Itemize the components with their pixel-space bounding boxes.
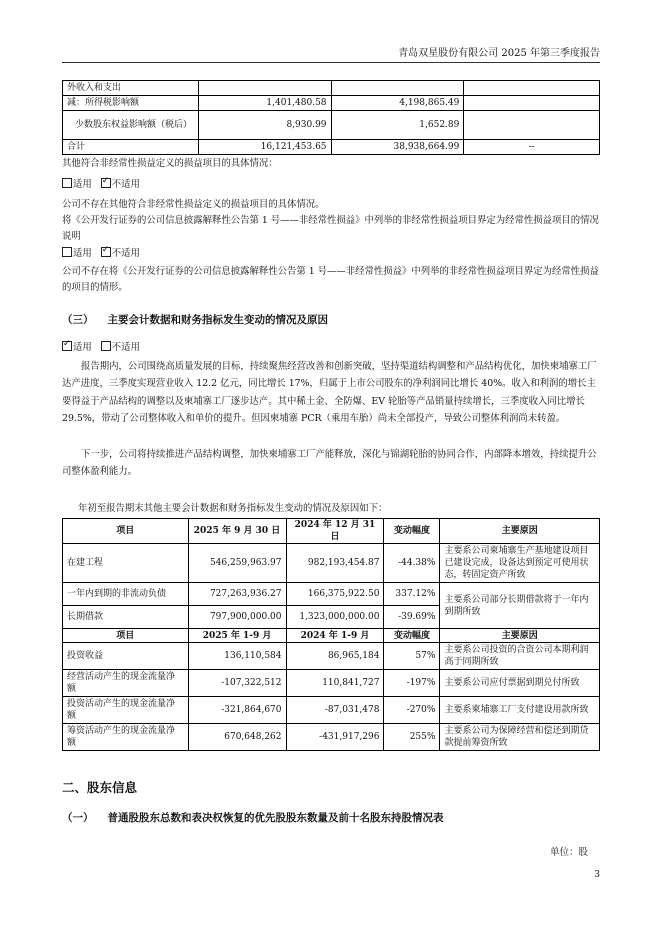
cell-value: -321,864,670	[188, 697, 286, 724]
table-row	[63, 724, 600, 751]
checkbox-label: 不适用	[111, 342, 140, 353]
cell-value: 797,900,000.00	[188, 606, 286, 629]
column-header: 2025 年 1-9 月	[188, 629, 286, 643]
section-title: 二、股东信息	[62, 780, 138, 795]
cell-value: 110,841,727	[286, 670, 384, 697]
reason-cell: 主要系公司应付票据到期兑付所致	[440, 670, 600, 697]
cell-value: 1,652.89	[331, 111, 464, 140]
table-row	[63, 111, 600, 140]
financial-changes-table	[62, 518, 600, 751]
applicability-checkboxes	[62, 246, 602, 262]
cell-value: 86,965,184	[286, 643, 384, 670]
cell-value: -87,031,478	[286, 697, 384, 724]
row-label: 投资活动产生的现金流量净额	[63, 697, 189, 724]
row-label: 合计	[63, 140, 199, 155]
checked-checkbox-icon	[101, 247, 111, 257]
paragraph: 将《公开发行证券的公司信息披露解释性公告第 1 号——非经常性损益》中列举的非经常性损益项目界定为经常性损益项目的情况说明	[62, 215, 599, 242]
page-header: 青岛双星股份有限公司 2025 年第三季度报告	[398, 48, 600, 59]
section-number: （三）	[62, 314, 94, 326]
table-header-row	[63, 629, 600, 643]
column-header: 项目	[63, 519, 189, 544]
table-row	[63, 583, 600, 606]
cell-value: -197%	[384, 670, 440, 697]
column-header: 主要原因	[440, 629, 600, 643]
table-row	[63, 96, 600, 111]
cell-value: 982,193,454.87	[286, 544, 384, 583]
cell-value: 4,198,865.49	[331, 96, 464, 111]
cell-value: 166,375,922.50	[286, 583, 384, 606]
section-title: 普通股股东总数和表决权恢复的优先股股东数量及前十名股东持股情况表	[107, 812, 444, 824]
cell-value: 670,648,262	[188, 724, 286, 751]
row-label: 长期借款	[63, 606, 189, 629]
section-title: 主要会计数据和财务指标发生变动的情况及原因	[107, 314, 328, 326]
cell-value	[464, 111, 600, 140]
row-label: 经营活动产生的现金流量净额	[63, 670, 189, 697]
cell-value: 255%	[384, 724, 440, 751]
cell-value: -431,917,296	[286, 724, 384, 751]
applicability-checkboxes	[62, 340, 602, 356]
reason-cell: 主要系公司为保障经营和偿还到期贷款提前筹资所致	[440, 724, 600, 751]
cell-value: 546,259,963.97	[188, 544, 286, 583]
section-number: （一）	[62, 812, 94, 824]
cell-value: 57%	[384, 643, 440, 670]
cell-value: 727,263,936.27	[188, 583, 286, 606]
reason-cell: 主要系柬埔寨工厂支付建设用款所致	[440, 697, 600, 724]
row-label: 少数股东权益影响额（税后）	[63, 111, 199, 140]
cell-value: 8,930.99	[198, 111, 331, 140]
column-header: 变动幅度	[384, 519, 440, 544]
applicability-checkboxes	[62, 177, 602, 193]
column-header: 项目	[63, 629, 189, 643]
page-number: 3	[594, 870, 600, 880]
paragraph: 报告期内，公司围绕高质量发展的目标，持续聚焦经营改善和创新突破，坚持渠道结构调整和产品结构优化，加快柬埔寨工厂达产进度，三季度实现营业收入 12.2 亿元，同比增长 17%，归属于上市公司股东的净利润同比增长 40%。收入和利润的增长主要得益于产品结构的调整以及柬埔寨工厂逐步达产。其中稀土金、全防爆、EV 轮胎等产品销量持续增长，三季度收入同比增长 29.5%，带动了公司整体收入和单价的提升。但因柬埔寨 PCR（乘用车胎）尚未全部投产，导致公司整体利润尚未转盈。	[62, 361, 597, 424]
table-row	[63, 697, 600, 724]
table-header-row	[63, 519, 600, 544]
table-row	[63, 140, 600, 155]
non-recurring-gains-table	[62, 80, 600, 155]
cell-value	[464, 81, 600, 96]
header-rule	[62, 62, 600, 63]
table-row	[63, 544, 600, 583]
cell-value: --	[464, 140, 600, 155]
unit-label: 单位：股	[549, 847, 588, 858]
cell-value	[198, 81, 331, 96]
cell-value: 136,110,584	[188, 643, 286, 670]
paragraph: 公司不存在将《公开发行证券的公司信息披露解释性公告第 1 号——非经常性损益》中列举的非经常性损益项目界定为经常性损益的项目的情形。	[62, 266, 599, 293]
subsection-heading	[62, 810, 444, 825]
cell-value: -39.69%	[384, 606, 440, 629]
table-caption: 年初至报告期末其他主要会计数据和财务指标发生变动的情况及原因如下：	[78, 503, 388, 514]
checked-checkbox-icon	[62, 341, 72, 351]
cell-value	[331, 81, 464, 96]
paragraph: 下一步，公司将持续推进产品结构调整，加快柬埔寨工厂产能释放，深化与锦湖轮胎的协同合作，内部降本增效，持续提升公司整体盈利能力。	[62, 449, 597, 478]
checkbox-icon	[62, 178, 72, 188]
checkbox-label: 适用	[73, 248, 92, 259]
cell-value	[464, 96, 600, 111]
cell-value: -270%	[384, 697, 440, 724]
reason-cell: 主要系公司柬埔寨生产基地建设项目已建设完成，设备达到预定可使用状态，转固定资产所致	[440, 544, 600, 583]
checkbox-label: 适用	[73, 342, 92, 353]
row-label: 在建工程	[63, 544, 189, 583]
row-label: 筹资活动产生的现金流量净额	[63, 724, 189, 751]
cell-value: -44.38%	[384, 544, 440, 583]
row-label: 投资收益	[63, 643, 189, 670]
cell-value: 1,323,000,000.00	[286, 606, 384, 629]
column-header: 2024 年 12 月 31 日	[286, 519, 384, 544]
cell-value: -107,322,512	[188, 670, 286, 697]
checkbox-icon	[62, 247, 72, 257]
cell-value: 38,938,664.99	[331, 140, 464, 155]
column-header: 2025 年 9 月 30 日	[188, 519, 286, 544]
cell-value: 16,121,453.65	[198, 140, 331, 155]
column-header: 主要原因	[440, 519, 600, 544]
reason-cell: 主要系公司部分长期借款将于一年内到期所致	[440, 583, 600, 629]
section-heading	[62, 312, 328, 327]
checkbox-label: 适用	[73, 179, 92, 190]
table-row	[63, 670, 600, 697]
paragraph: 其他符合非经常性损益定义的损益项目的具体情况：	[62, 158, 278, 169]
row-label: 减：所得税影响额	[63, 96, 199, 111]
cell-value: 1,401,480.58	[198, 96, 331, 111]
checkbox-icon	[101, 341, 111, 351]
column-header: 2024 年 1-9 月	[286, 629, 384, 643]
row-label: 一年内到期的非流动负债	[63, 583, 189, 606]
checkbox-label: 不适用	[111, 179, 140, 190]
checked-checkbox-icon	[101, 178, 111, 188]
table-row	[63, 81, 600, 96]
checkbox-label: 不适用	[111, 248, 140, 259]
cell-value: 337.12%	[384, 583, 440, 606]
paragraph: 公司不存在其他符合非经常性损益定义的损益项目的具体情况。	[62, 199, 325, 210]
reason-cell: 主要系公司投资的合资公司本期利润高于同期所致	[440, 643, 600, 670]
column-header: 变动幅度	[384, 629, 440, 643]
row-label: 外收入和支出	[63, 81, 199, 96]
table-row	[63, 643, 600, 670]
